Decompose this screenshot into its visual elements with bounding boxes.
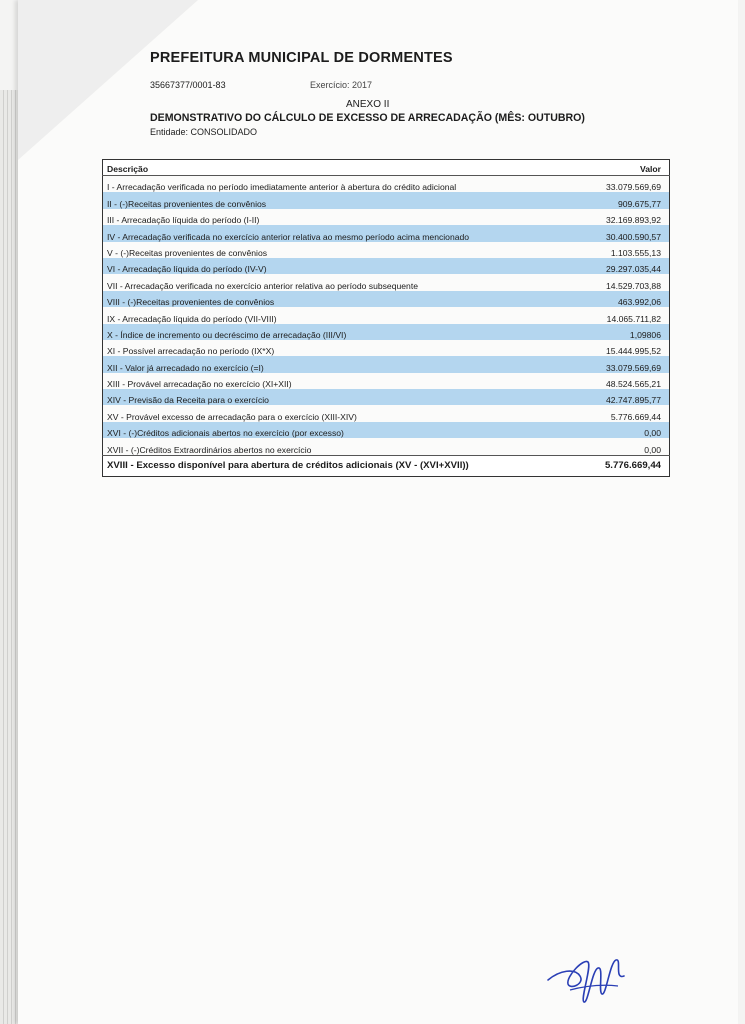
cnpj-number: 35667377/0001-83 — [150, 80, 226, 90]
table-row — [103, 176, 670, 193]
exercise-year: Exercício: 2017 — [310, 80, 373, 90]
total-description: XVIII - Excesso disponível para abertura de créditos adicionais (XV - (XVI+XVII)) — [103, 455, 548, 476]
table-row — [103, 389, 670, 405]
row-description: IX - Arrecadação líquida do período (VII-VIII) — [107, 313, 277, 324]
row-value: 1.103.555,13 — [610, 247, 661, 258]
row-description: II - (-)Receitas provenientes de convênios — [103, 192, 548, 208]
column-header-description: Descrição — [103, 160, 548, 176]
table-row — [103, 192, 670, 208]
row-value: 48.524.565,21 — [606, 379, 661, 390]
table-row — [103, 258, 670, 274]
row-description: V - (-)Receitas provenientes de convênios — [107, 247, 268, 258]
row-value: 33.079.569,69 — [547, 356, 670, 372]
row-value: 32.169.893,92 — [606, 215, 661, 226]
row-value: 0,00 — [547, 422, 670, 438]
table-header-row — [103, 160, 670, 176]
row-description: VIII - (-)Receitas provenientes de convênios — [103, 291, 548, 307]
row-description: XIII - Provável arrecadação no exercício (XI+XII) — [107, 379, 292, 390]
row-description: X - Índice de incremento ou decréscimo de arrecadação (III/VI) — [103, 324, 548, 340]
table-row — [103, 307, 670, 323]
table-row — [103, 422, 670, 438]
table-row — [103, 324, 670, 340]
table-row — [103, 274, 670, 290]
table-row — [103, 373, 670, 389]
row-value: 463.992,06 — [547, 291, 670, 307]
row-value: 909.675,77 — [547, 192, 670, 208]
row-value: 33.079.569,69 — [606, 182, 661, 193]
row-description: VI - Arrecadação líquida do período (IV-V) — [103, 258, 548, 274]
table-row — [103, 225, 670, 241]
entity-label: Entidade: CONSOLIDADO — [150, 127, 258, 137]
row-value: 5.776.669,44 — [610, 411, 661, 422]
row-value: 15.444.995,52 — [606, 346, 661, 357]
paper-stack-edge — [0, 90, 20, 1024]
row-value: 1,09806 — [547, 324, 670, 340]
row-value: 0,00 — [644, 444, 661, 455]
document-page — [18, 0, 738, 1024]
row-description: VII - Arrecadação verificada no exercício anterior relativa ao período subsequente — [107, 280, 418, 291]
row-description: XII - Valor já arrecadado no exercício (=I) — [103, 356, 548, 372]
row-description: XI - Possível arrecadação no período (IX*X) — [107, 346, 275, 357]
row-value: 14.529.703,88 — [606, 280, 661, 291]
total-value: 5.776.669,44 — [547, 455, 670, 476]
table-row — [103, 405, 670, 421]
row-value: 42.747.895,77 — [547, 389, 670, 405]
table-row — [103, 291, 670, 307]
report-subtitle: DEMONSTRATIVO DO CÁLCULO DE EXCESSO DE ARRECADAÇÃO (MÊS: OUTUBRO) — [150, 112, 585, 124]
row-description: XVII - (-)Créditos Extraordinários abertos no exercício — [107, 444, 312, 455]
row-description: XIV - Previsão da Receita para o exercício — [103, 389, 548, 405]
row-description: I - Arrecadação verificada no período imediatamente anterior à abertura do crédito adicional — [107, 182, 457, 193]
row-description: XV - Provável excesso de arrecadação para o exercício (XIII-XIV) — [107, 411, 357, 422]
table-body — [103, 176, 670, 477]
revenue-excess-table — [102, 159, 670, 477]
table-row — [103, 340, 670, 356]
document-title: PREFEITURA MUNICIPAL DE DORMENTES — [150, 50, 453, 66]
row-value: 14.065.711,82 — [606, 313, 661, 324]
table-row — [103, 356, 670, 372]
total-row — [103, 455, 670, 476]
table-row — [103, 209, 670, 225]
row-description: XVI - (-)Créditos adicionais abertos no exercício (por excesso) — [103, 422, 548, 438]
row-value: 29.297.035,44 — [547, 258, 670, 274]
table-row — [103, 438, 670, 455]
annex-label: ANEXO II — [346, 99, 390, 110]
row-value: 30.400.590,57 — [547, 225, 670, 241]
row-description: IV - Arrecadação verificada no exercício anterior relativa ao mesmo período acima mencionado — [103, 225, 548, 241]
row-description: III - Arrecadação líquida do período (I-II) — [107, 215, 260, 226]
handwritten-signature — [540, 940, 630, 1010]
table-row — [103, 242, 670, 258]
column-header-value: Valor — [547, 160, 670, 176]
